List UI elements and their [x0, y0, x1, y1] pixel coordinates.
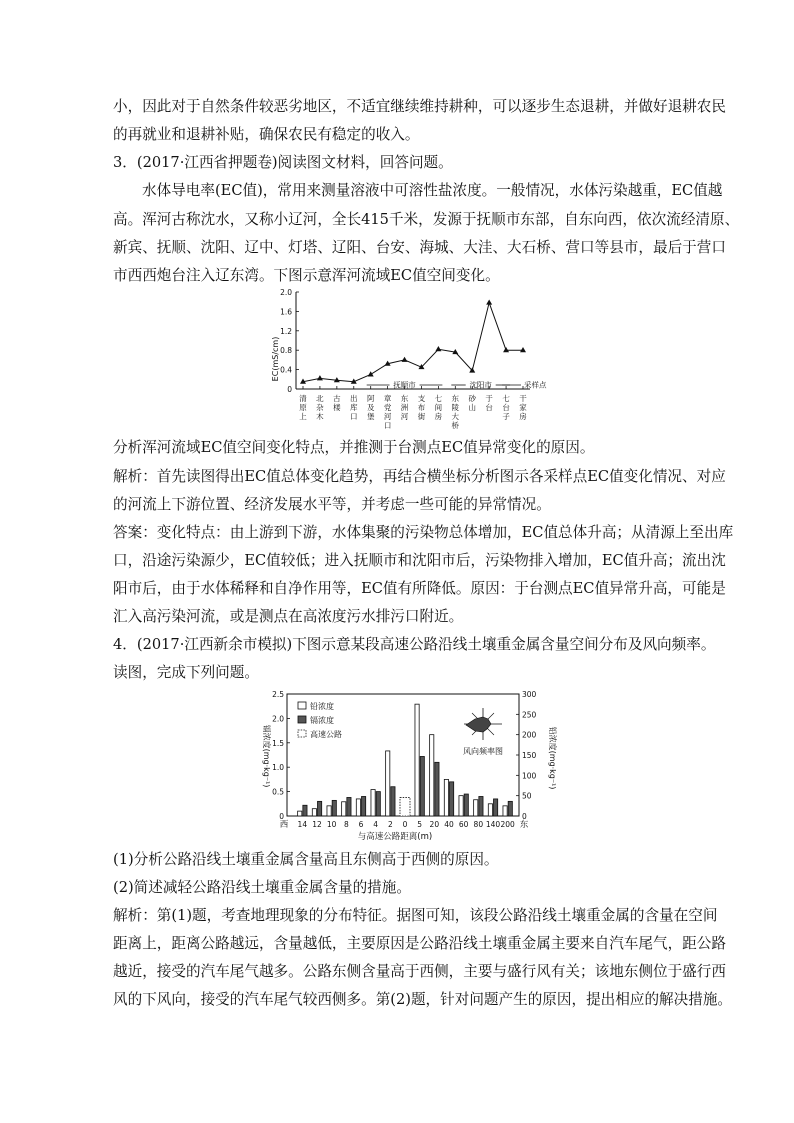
chart2-lead-bar: [298, 811, 302, 816]
chart1-group-label: 抚顺市: [393, 380, 416, 390]
text-line: 风的下风向，接受的汽车尾气较西侧多。第(2)题，针对问题产生的原因，提出相应的解决措施。: [113, 991, 733, 1008]
analysis-line: 解析：第(1)题，考查地理现象的分布特征。据图可知，该段公路沿线土壤重金属的含量在空间: [113, 907, 718, 924]
chart2-cadmium-bar: [494, 799, 498, 816]
chart2-left-ylabel: 镉浓度(mg·kg⁻¹): [262, 724, 271, 788]
chart2-lead-bar: [474, 800, 478, 816]
chart2-lead-bar: [415, 704, 419, 816]
chart1-xtick-label: 东洲河: [400, 394, 409, 421]
text-line: 阳市后，由于水体稀释和自净作用等，EC值有所降低。原因：于台测点EC值异常升高，可能是: [113, 580, 726, 597]
answer-line: 答案：变化特点：由上游到下游，水体集聚的污染物总体增加，EC值总体升高；从清源上至出库: [113, 524, 734, 541]
chart2-cadmium-bar: [303, 805, 307, 816]
chart2-cadmium-bar: [332, 800, 336, 816]
legend-swatch-cadmium: [298, 716, 306, 723]
ec-line-chart: [268, 284, 548, 438]
chart2-right-ylabel: 铅浓度(mg·kg⁻¹): [548, 726, 557, 790]
chart2-xtick-label: 60: [458, 820, 469, 829]
chart2-lead-bar: [459, 796, 463, 816]
chart2-cadmium-bar: [464, 794, 468, 816]
chart1-data-point: [317, 375, 323, 380]
wind-rose-inset: [463, 708, 503, 756]
chart2-lead-bar: [430, 735, 434, 816]
text-line: 口，沿途污染源少，EC值较低；进入抚顺市和沈阳市后，污染物排入增加，EC值升高；流出沈: [113, 552, 726, 569]
chart2-left-ytick-label: 2.5: [272, 690, 284, 699]
text-line: 市西西炮台注入辽东湾。下图示意浑河流域EC值空间变化。: [113, 267, 500, 284]
chart1-xtick-label: 干家房: [519, 394, 527, 421]
chart2-left-ytick-label: 0.5: [272, 787, 284, 797]
text-line: 距离上，距离公路越远，含量越低，主要原因是公路沿线土壤重金属主要来自汽车尾气，距公路: [113, 935, 726, 952]
chart1-xtick-label: 七台子: [502, 394, 510, 421]
chart1-ytick-label: 1.2: [280, 326, 292, 336]
chart1-group-tail-label: 采样点: [524, 380, 547, 390]
chart2-xtick-label: 140: [485, 820, 501, 829]
chart2-west-label: 西: [279, 820, 289, 830]
chart2-cadmium-bar: [450, 782, 454, 816]
question-4-heading: 4．(2017·江西新余市模拟)下图示意某段高速公路沿线土壤重金属含量空间分布及风向频率。: [113, 636, 716, 653]
chart1-xtick-label: 东陵大桥: [451, 394, 460, 430]
chart1-data-point: [368, 371, 374, 376]
chart2-xtick-label: 6: [358, 820, 364, 829]
chart2-xtick-label: 4: [373, 820, 379, 829]
chart2-lead-bar: [488, 804, 492, 816]
chart2-right-ytick-label: 0: [522, 812, 527, 821]
chart2-xtick-label: 20: [429, 820, 440, 829]
chart2-right-ytick-label: 50: [522, 791, 532, 801]
text-line: 分析浑河流域EC值空间变化特点，并推测于台测点EC值异常变化的原因。: [113, 439, 595, 456]
chart2-xtick-label: 200: [500, 820, 515, 829]
chart2-xtick-label: 80: [473, 820, 484, 829]
chart2-xtick-label: 40: [444, 820, 454, 829]
subquestion-1: (1)分析公路沿线土壤重金属含量高且东侧高于西侧的原因。: [113, 851, 499, 868]
chart1-ytick-label: 2.0: [280, 288, 292, 297]
text-line: 水体导电率(EC值)，常用来测量溶液中可溶性盐浓度。一般情况，水体污染越重，EC值越: [142, 182, 723, 199]
chart1-data-point: [520, 347, 526, 352]
chart2-lead-bar: [356, 799, 360, 816]
chart2-cadmium-bar: [479, 796, 483, 816]
chart2-right-ytick-label: 100: [522, 771, 537, 781]
chart2-xtick-label: 14: [297, 820, 308, 829]
chart1-ylabel: EC(mS/cm): [271, 336, 280, 382]
chart1-xtick-label: 支布街: [417, 394, 426, 421]
legend-label-lead: 铅浓度: [310, 702, 334, 711]
chart2-lead-bar: [312, 809, 316, 816]
chart2-lead-bar: [371, 790, 375, 816]
chart2-right-ytick-label: 250: [522, 710, 537, 720]
chart2-cadmium-bar: [362, 796, 366, 816]
chart1-ytick-label: 0.4: [280, 365, 292, 375]
chart2-legend: [298, 701, 342, 739]
chart1-xtick-label: 阿及堡: [366, 394, 375, 421]
chart2-cadmium-bar: [435, 762, 439, 816]
chart2-right-ytick-label: 200: [522, 730, 537, 740]
text-line: 小，因此对于自然条件较恶劣地区，不适宜继续维持耕种，可以逐步生态退耕，并做好退耕农民: [113, 98, 726, 115]
question-3-heading: 3．(2017·江西省押题卷)阅读图文材料，回答问题。: [113, 154, 453, 171]
chart1-ytick-label: 0.8: [280, 346, 292, 356]
chart2-left-ytick-label: 1.5: [272, 738, 284, 748]
wind-rose-shape: [466, 717, 491, 732]
chart2-left-ytick-label: 2.0: [272, 714, 284, 724]
text-line: 的再就业和退耕补贴，确保农民有稳定的收入。: [113, 126, 420, 143]
chart1-xtick-label: 章党河口: [383, 394, 392, 430]
chart2-xlabel: 与高速公路距离(m): [357, 832, 433, 842]
chart2-right-ytick-label: 150: [522, 751, 537, 760]
chart2-highway-bar: [400, 797, 410, 816]
chart2-xtick-label: 8: [343, 820, 349, 829]
chart1-xtick-label: 砂山: [468, 394, 476, 412]
text-line: 的河流上下游位置、经济发展水平等，并考虑一些可能的异常情况。: [113, 496, 551, 513]
legend-label-highway: 高速公路: [310, 730, 342, 739]
chart2-xtick-label: 2: [387, 820, 393, 829]
text-line: 高。浑河古称沈水，又称小辽河，全长415千米，发源于抚顺市东部，自东向西，依次流经清原、: [113, 211, 740, 228]
chart2-east-label: 东: [519, 820, 529, 830]
chart1-data-point: [435, 346, 441, 351]
chart2-lead-bar: [444, 779, 448, 816]
chart1-xtick-label: 清原上: [299, 394, 307, 421]
chart1-ytick-label: 1.6: [280, 307, 292, 317]
chart1-data-point: [486, 299, 492, 304]
text-line: 读图，完成下列问题。: [113, 664, 259, 681]
wind-rose-title: 风向频率图: [463, 747, 503, 756]
chart2-cadmium-bar: [318, 801, 322, 816]
subquestion-2: (2)简述减轻公路沿线土壤重金属含量的措施。: [113, 879, 411, 896]
text-line: 汇入高污染河流，或是测点在高浓度污水排污口附近。: [113, 608, 464, 625]
chart1-xtick-label: 出库口: [350, 394, 358, 421]
chart2-xtick-label: 12: [312, 820, 322, 829]
text-line: 越近，接受的汽车尾气越多。公路东侧含量高于西侧，主要与盛行风有关；该地东侧位于盛行西: [113, 963, 726, 980]
chart2-lead-bar: [342, 802, 346, 816]
chart2-lead-bar: [503, 806, 507, 816]
chart1-series-line: [303, 303, 523, 382]
chart2-cadmium-bar: [376, 792, 380, 816]
chart2-lead-bar: [386, 751, 390, 816]
chart2-cadmium-bar: [347, 797, 351, 816]
legend-label-cadmium: 镉浓度: [310, 716, 334, 725]
chart1-xtick-label: 北杂木: [316, 394, 324, 421]
legend-swatch-lead: [298, 702, 306, 709]
chart2-left-ytick-label: 1.0: [272, 763, 284, 773]
chart1-data-point: [402, 357, 408, 362]
chart1-data-point: [503, 347, 509, 352]
chart2-xtick-label: 10: [326, 820, 337, 829]
chart1-xtick-label: 古楼: [333, 394, 341, 412]
chart1-xtick-label: 于台: [485, 394, 493, 412]
chart2-lead-bar: [327, 806, 331, 816]
chart1-ytick-label: 0: [287, 385, 292, 394]
chart2-cadmium-bar: [508, 801, 512, 816]
heavy-metal-bar-chart: [250, 686, 560, 844]
chart2-xtick-label: 5: [417, 820, 423, 829]
legend-swatch-highway: [298, 730, 306, 737]
text-line: 新宾、抚顺、沈阳、辽中、灯塔、辽阳、台安、海城、大洼、大石桥、营口等县市，最后于营口: [113, 239, 726, 256]
chart1-xtick-label: 七间房: [434, 394, 443, 421]
chart2-xtick-label: 0: [402, 820, 408, 829]
analysis-line: 解析：首先读图得出EC值总体变化趋势，再结合横坐标分析图示各采样点EC值变化情况、对应: [113, 468, 726, 485]
chart2-left-ytick-label: 0: [279, 812, 284, 821]
chart2-cadmium-bar: [420, 756, 424, 816]
chart1-group-label: 沈阳市: [469, 380, 492, 390]
chart2-cadmium-bar: [391, 787, 395, 816]
chart2-right-ytick-label: 300: [522, 690, 537, 699]
